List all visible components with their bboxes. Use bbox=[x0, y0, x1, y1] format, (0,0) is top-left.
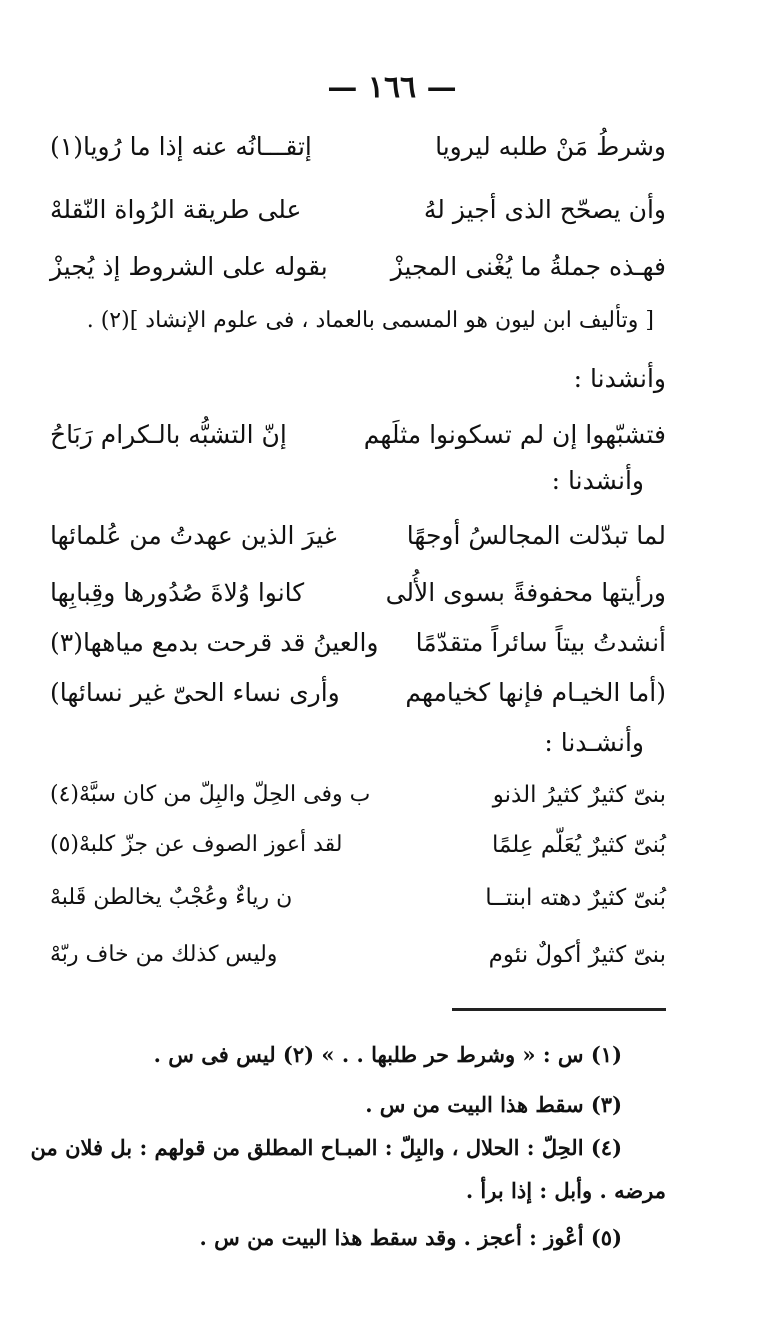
verse-10-first-hemistich: بُنىّ كثيرٌ يُعَلّم عِلمًا bbox=[491, 832, 666, 858]
verse-11-second-hemistich: ن رياءٌ وعُجْبٌ يخالطن قَلبهْ bbox=[50, 885, 293, 910]
footnote-3: (٣) سقط هذا البيت من س . bbox=[365, 1092, 622, 1117]
verse-3-first-hemistich: فهـذه جملةُ ما يُغْنى المجيزْ bbox=[390, 252, 666, 281]
footnote-divider bbox=[452, 1008, 666, 1011]
verse-6-first-hemistich: ورأيتها محفوفةً بسوى الأُلى bbox=[385, 578, 666, 607]
verse-6-second-hemistich: كانوا وُلاةَ صُدُورها وقِبابِها bbox=[50, 578, 305, 607]
verse-9-second-hemistich: ب وفى الحِلّ والبِلّ من كان سبَّهْ(٤) bbox=[50, 782, 371, 807]
page-number: — ١٦٦ — bbox=[327, 70, 457, 105]
verse-11-first-hemistich: بُنىّ كثيرٌ دهته ابنتــا bbox=[485, 885, 666, 911]
footnote-4-continued: مرضه . وأبل : إذا برأ . bbox=[465, 1178, 666, 1203]
verse-5-second-hemistich: غيرَ الذين عهدتُ من عُلمائها bbox=[50, 521, 337, 550]
verse-7-first-hemistich: أنشدتُ بيتاً سائراً متقدّمًا bbox=[415, 628, 666, 657]
verse-4-second-hemistich: إنّ التشبُّه بالـكرام رَبَاحُ bbox=[50, 420, 287, 449]
verse-3-second-hemistich: بقوله على الشروط إذ يُجيزْ bbox=[50, 252, 328, 281]
verse-5-first-hemistich: لما تبدّلت المجالسُ أوجهًا bbox=[406, 521, 666, 550]
verse-8-second-hemistich: وأرى نساء الحىّ غير نسائها) bbox=[50, 678, 340, 707]
verse-9-first-hemistich: بنىّ كثيرٌ كثيرُ الذنو bbox=[492, 782, 666, 808]
anshadana-label-2: وأنشدنا : bbox=[551, 466, 644, 495]
verse-10-second-hemistich: لقد أعوز الصوف عن جزّ كلبهْ(٥) bbox=[50, 832, 343, 857]
anshadana-label-1: وأنشدنا : bbox=[573, 364, 666, 393]
verse-4-first-hemistich: فتشبّهوا إن لم تسكونوا مثلَهم bbox=[363, 420, 666, 449]
bracketed-note: [ وتأليف ابن ليون هو المسمى بالعماد ، فى علوم الإنشاد ](٢) . bbox=[86, 308, 654, 333]
verse-12-first-hemistich: بنىّ كثيرٌ أكولٌ نئوم bbox=[488, 942, 666, 968]
footnote-1-2: (١) س : « وشرط حر طلبها . . » (٢) ليس فى س . bbox=[153, 1042, 622, 1067]
verse-7-second-hemistich: والعينُ قد قرحت بدمع مياهها(٣) bbox=[50, 628, 379, 657]
verse-2-first-hemistich: وأن يصحّح الذى أجيز لهُ bbox=[423, 195, 666, 224]
footnote-4: (٤) الحِلّ : الحلال ، والبِلّ : المبـاح المطلق من قولهم : بل فلان من bbox=[30, 1135, 622, 1160]
verse-8-first-hemistich: (أما الخيـام فإنها كخيامهم bbox=[405, 678, 666, 707]
verse-1-second-hemistich: إتقـــانُه عنه إذا ما رُويا(١) bbox=[50, 132, 312, 161]
verse-2-second-hemistich: على طريقة الرُواة النّقلهْ bbox=[50, 195, 302, 224]
anshadana-label-3: وأنشـدنا : bbox=[544, 728, 644, 757]
verse-12-second-hemistich: وليس كذلك من خاف ربّهْ bbox=[50, 942, 278, 967]
verse-1-first-hemistich: وشرطُ مَنْ طلبه ليرويا bbox=[435, 132, 666, 161]
footnote-5: (٥) أعْوز : أعجز . وقد سقط هذا البيت من س . bbox=[199, 1225, 622, 1250]
